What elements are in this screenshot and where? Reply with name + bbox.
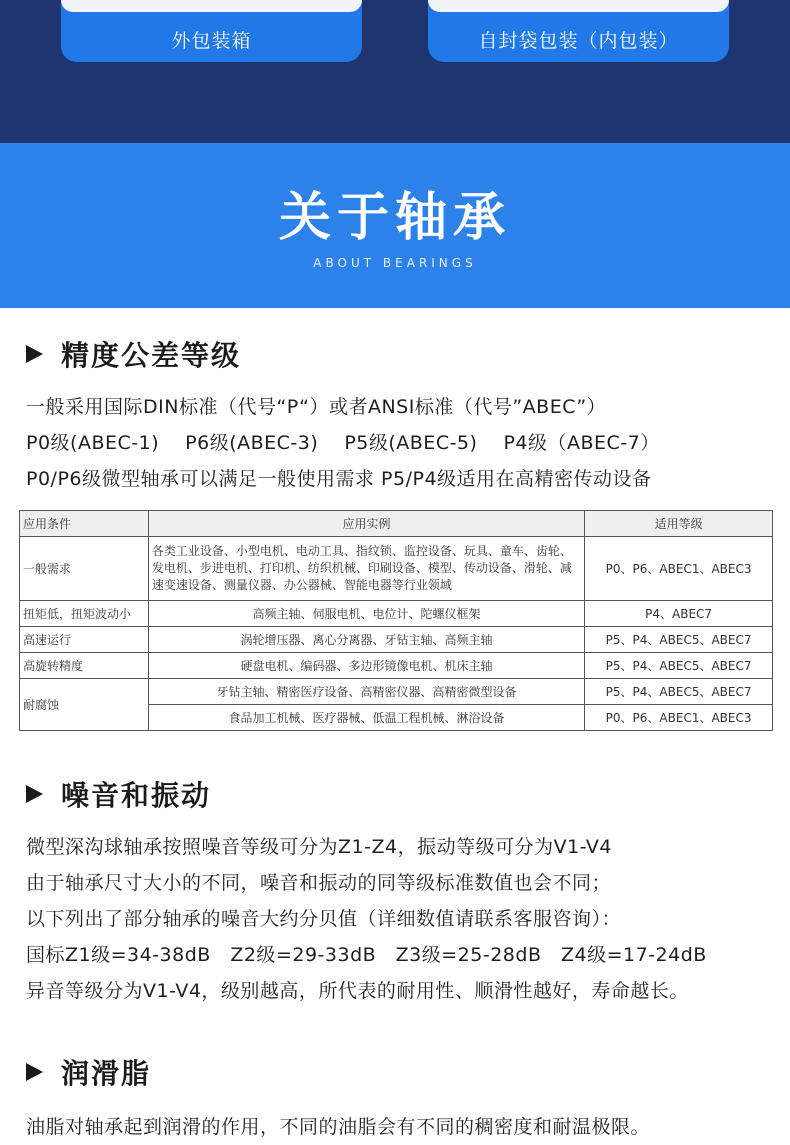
row-condition: 高旋转精度 [20,653,149,679]
table-row [20,653,773,679]
noise-line-3: 以下列出了部分轴承的噪音大约分贝值（详细数值请联系客服咨询）： [26,908,622,930]
outer-box-card [61,0,362,62]
row-examples: 牙钻主轴、精密医疗设备、高精密仪器、高精密微型设备 [148,679,584,705]
banner-title: 关于轴承 [278,188,511,248]
noise-line-5: 异音等级分为V1-V4，级别越高，所代表的耐用性、顺滑性越好，寿命越长。 [26,980,689,1002]
table-row [20,679,773,705]
row-examples: 食品加工机械、医疗器械、低温工程机械、淋浴设备 [148,705,584,731]
row-grade: P5、P4、ABEC5、ABEC7 [585,679,773,705]
arrow-right-icon [26,1063,43,1081]
row-examples: 硬盘电机、编码器、多边形镜像电机、机床主轴 [148,653,584,679]
banner-subtitle: ABOUT BEARINGS [313,256,477,270]
row-examples: 涡轮增压器、离心分离器、牙钻主轴、高频主轴 [148,627,584,653]
precision-heading [26,337,241,371]
packaging-band [0,0,790,143]
table-row [20,627,773,653]
inner-bag-label: 自封袋包装（内包装） [478,30,679,52]
row-grade: P0、P6、ABEC1、ABEC3 [585,537,773,601]
grease-heading [26,1055,151,1089]
arrow-right-icon [26,785,43,803]
row-condition: 耐腐蚀 [20,679,149,731]
precision-title: 精度公差等级 [61,339,242,372]
noise-heading [26,777,211,811]
row-condition: 扭矩低，扭矩波动小 [20,601,149,627]
header-condition: 应用条件 [20,511,149,537]
row-grade: P5、P4、ABEC5、ABEC7 [585,627,773,653]
precision-line-2: P0级(ABEC-1) P6级(ABEC-3) P5级(ABEC-5) P4级（ABEC-7） [26,432,660,454]
outer-box-label: 外包装箱 [171,30,252,52]
table-row [20,537,773,601]
grease-title: 润滑脂 [61,1057,152,1090]
noise-line-4: 国标Z1级=34-38dB Z2级=29-33dB Z3级=25-28dB Z4级=17-24dB [26,944,707,966]
grease-line-1: 油脂对轴承起到润滑的作用，不同的油脂会有不同的稠密度和耐温极限。 [26,1116,651,1138]
precision-line-3: P0/P6级微型轴承可以满足一般使用需求 P5/P4级适用在高精密传动设备 [26,468,652,490]
inner-bag-image [428,0,729,12]
row-grade: P4、ABEC7 [585,601,773,627]
header-grade: 适用等级 [585,511,773,537]
noise-title: 噪音和振动 [61,779,212,812]
precision-table [19,510,773,731]
outer-box-image [61,0,362,12]
inner-bag-card [428,0,729,62]
table-header-row [20,511,773,537]
row-condition: 一般需求 [20,537,149,601]
noise-line-2: 由于轴承尺寸大小的不同，噪音和振动的同等级标准数值也会不同； [26,872,612,894]
row-grade: P5、P4、ABEC5、ABEC7 [585,653,773,679]
table-row [20,601,773,627]
row-condition: 高速运行 [20,627,149,653]
row-examples: 高频主轴、伺服电机、电位计、陀螺仪框架 [148,601,584,627]
header-examples: 应用实例 [148,511,584,537]
noise-line-1: 微型深沟球轴承按照噪音等级可分为Z1-Z4，振动等级可分为V1-V4 [26,836,612,858]
arrow-right-icon [26,345,43,363]
row-grade: P0、P6、ABEC1、ABEC3 [585,705,773,731]
precision-line-1: 一般采用国际DIN标准（代号“P“）或者ANSI标准（代号”ABEC”） [26,396,607,418]
row-examples: 各类工业设备、小型电机、电动工具、指纹锁、监控设备、玩具、童车、齿轮、发电机、步进电机、打印机、纺织机械、印刷设备、模型、传动设备、滑轮、减速变速设备、测量仪器、办公器械、智能电器等行业领域 [148,537,584,601]
